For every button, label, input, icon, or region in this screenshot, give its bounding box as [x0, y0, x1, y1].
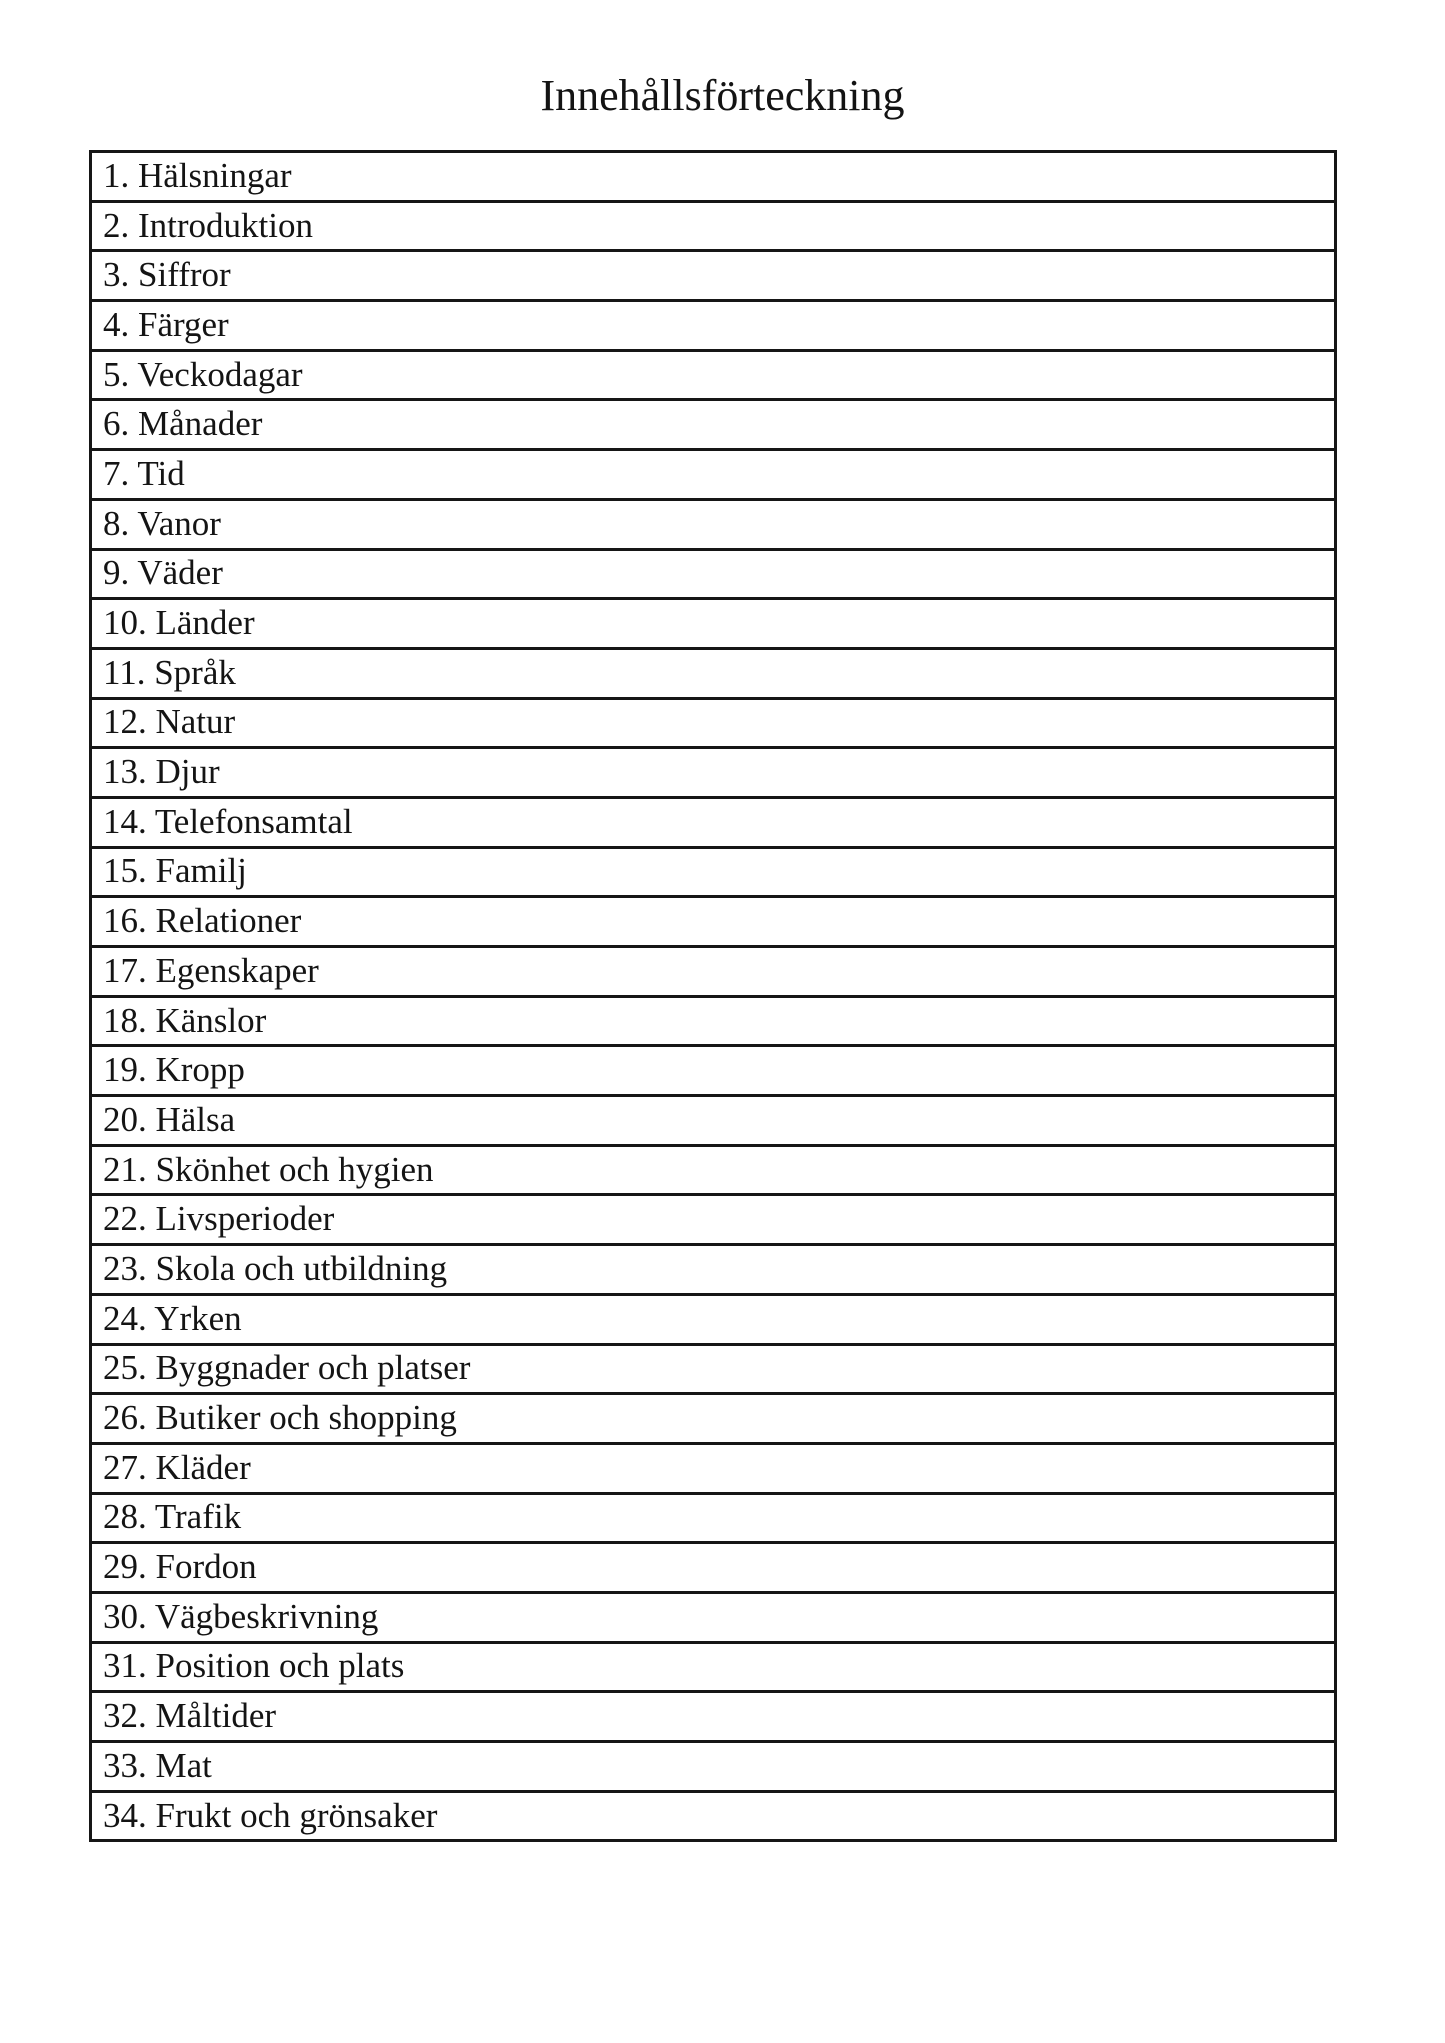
toc-row-label: 29. Fordon [91, 1543, 1336, 1593]
toc-row [91, 400, 1336, 450]
toc-row-label: 25. Byggnader och platser [91, 1344, 1336, 1394]
toc-row-label: 19. Kropp [91, 1046, 1336, 1096]
toc-row-label: 26. Butiker och shopping [91, 1394, 1336, 1444]
toc-row-label: 17. Egenskaper [91, 947, 1336, 997]
toc-row-label: 12. Natur [91, 698, 1336, 748]
toc-row-label: 34. Frukt och grönsaker [91, 1791, 1336, 1841]
toc-row [91, 1394, 1336, 1444]
toc-row [91, 897, 1336, 947]
toc-row-label: 13. Djur [91, 748, 1336, 798]
toc-row [91, 1493, 1336, 1543]
toc-row-label: 6. Månader [91, 400, 1336, 450]
toc-row [91, 648, 1336, 698]
toc-row-label: 22. Livsperioder [91, 1195, 1336, 1245]
toc-row [91, 450, 1336, 500]
toc-row [91, 1791, 1336, 1841]
toc-row [91, 1096, 1336, 1146]
toc-table-body [91, 152, 1336, 1841]
toc-row-label: 5. Veckodagar [91, 350, 1336, 400]
toc-row [91, 1543, 1336, 1593]
toc-row-label: 21. Skönhet och hygien [91, 1145, 1336, 1195]
page-title: Innehållsförteckning [540, 71, 905, 120]
toc-row-label: 24. Yrken [91, 1294, 1336, 1344]
toc-row-label: 2. Introduktion [91, 201, 1336, 251]
toc-row-label: 1. Hälsningar [91, 152, 1336, 202]
toc-row-label: 20. Hälsa [91, 1096, 1336, 1146]
toc-row [91, 251, 1336, 301]
toc-row [91, 1046, 1336, 1096]
toc-row-label: 18. Känslor [91, 996, 1336, 1046]
toc-row-label: 3. Siffror [91, 251, 1336, 301]
toc-row [91, 698, 1336, 748]
toc-row-label: 9. Väder [91, 549, 1336, 599]
toc-row [91, 499, 1336, 549]
toc-row-label: 10. Länder [91, 599, 1336, 649]
toc-row [91, 1344, 1336, 1394]
toc-row-label: 8. Vanor [91, 499, 1336, 549]
toc-row [91, 1294, 1336, 1344]
toc-row-label: 32. Måltider [91, 1692, 1336, 1742]
toc-row [91, 797, 1336, 847]
toc-row-label: 4. Färger [91, 301, 1336, 351]
toc-row [91, 1443, 1336, 1493]
toc-row [91, 1742, 1336, 1792]
toc-row [91, 350, 1336, 400]
toc-row [91, 1592, 1336, 1642]
toc-row [91, 599, 1336, 649]
toc-row [91, 201, 1336, 251]
toc-row [91, 748, 1336, 798]
toc-row-label: 11. Språk [91, 648, 1336, 698]
toc-row-label: 31. Position och plats [91, 1642, 1336, 1692]
toc-row [91, 847, 1336, 897]
toc-row [91, 1642, 1336, 1692]
toc-row [91, 1195, 1336, 1245]
toc-row-label: 14. Telefonsamtal [91, 797, 1336, 847]
toc-row [91, 947, 1336, 997]
toc-row [91, 996, 1336, 1046]
toc-row [91, 1145, 1336, 1195]
toc-row [91, 152, 1336, 202]
toc-row [91, 1245, 1336, 1295]
toc-row [91, 549, 1336, 599]
toc-row-label: 16. Relationer [91, 897, 1336, 947]
toc-row [91, 1692, 1336, 1742]
toc-row-label: 28. Trafik [91, 1493, 1336, 1543]
toc-row-label: 33. Mat [91, 1742, 1336, 1792]
toc-table [89, 150, 1337, 1842]
toc-row-label: 27. Kläder [91, 1443, 1336, 1493]
toc-row-label: 30. Vägbeskrivning [91, 1592, 1336, 1642]
toc-row-label: 23. Skola och utbildning [91, 1245, 1336, 1295]
toc-row-label: 15. Familj [91, 847, 1336, 897]
toc-row-label: 7. Tid [91, 450, 1336, 500]
toc-row [91, 301, 1336, 351]
